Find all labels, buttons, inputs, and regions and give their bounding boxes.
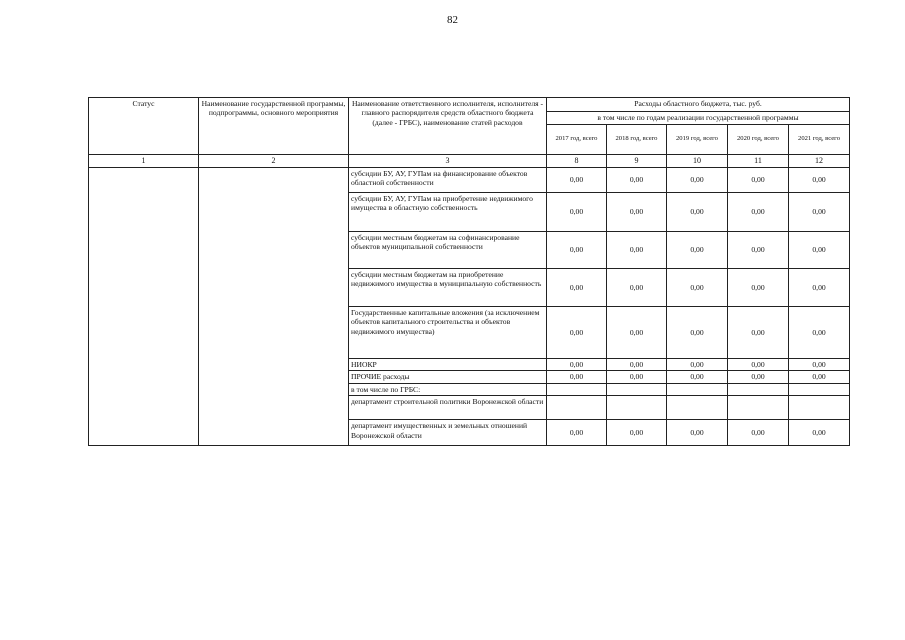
row-value: 0,00 [667,307,728,359]
row-value: 0,00 [547,359,607,371]
row-value: 0,00 [547,420,607,446]
row-name: в том числе по ГРБС: [349,383,547,395]
row-name: департамент имущественных и земельных отношений Воронежской области [349,420,547,446]
row-value [607,383,667,395]
row-value: 0,00 [728,168,789,193]
row-name: субсидии местным бюджетам на приобретение недвижимого имущества в муниципальную собственность [349,269,547,307]
row-value: 0,00 [789,232,850,269]
row-value: 0,00 [789,359,850,371]
header-program-name: Наименование государственной программы, подпрограммы, основного мероприятия [199,98,349,155]
header-by-years: в том числе по годам реализации государственной программы [547,112,850,125]
column-number: 10 [667,155,728,168]
row-value: 0,00 [789,371,850,383]
row-value: 0,00 [547,269,607,307]
row-value: 0,00 [667,269,728,307]
row-name: ПРОЧИЕ расходы [349,371,547,383]
row-value [607,396,667,420]
row-value: 0,00 [789,193,850,232]
row-value: 0,00 [728,359,789,371]
row-value: 0,00 [547,193,607,232]
row-value: 0,00 [789,307,850,359]
row-value: 0,00 [547,307,607,359]
status-cell [89,168,199,446]
row-value [789,383,850,395]
column-number: 1 [89,155,199,168]
row-value [547,383,607,395]
row-name: Государственные капитальные вложения (за исключением объектов капитального строительства и объектов недвижимого имущества) [349,307,547,359]
column-number: 8 [547,155,607,168]
row-value: 0,00 [789,420,850,446]
header-expenses: Расходы областного бюджета, тыс. руб. [547,98,850,112]
header-year-2017: 2017 год, всего [547,125,607,155]
row-value: 0,00 [667,359,728,371]
budget-table [88,97,850,446]
row-name: субсидии БУ, АУ, ГУПам на финансирование объектов областной собственности [349,168,547,193]
row-value: 0,00 [667,371,728,383]
row-value [728,396,789,420]
row-name: субсидии БУ, АУ, ГУПам на приобретение недвижимого имущества в областную собственность [349,193,547,232]
row-value: 0,00 [728,232,789,269]
row-value: 0,00 [728,269,789,307]
column-number: 11 [728,155,789,168]
row-value: 0,00 [607,371,667,383]
row-value [547,396,607,420]
row-value: 0,00 [728,307,789,359]
table-row [89,168,850,193]
header-year-2018: 2018 год, всего [607,125,667,155]
row-value: 0,00 [667,168,728,193]
row-value [789,396,850,420]
row-value: 0,00 [667,420,728,446]
row-value: 0,00 [728,193,789,232]
column-number: 9 [607,155,667,168]
row-value: 0,00 [728,420,789,446]
row-name: НИОКР [349,359,547,371]
column-number: 2 [199,155,349,168]
row-value [667,396,728,420]
row-value: 0,00 [607,168,667,193]
header-executor: Наименование ответственного исполнителя, исполнителя - главного распорядителя средств областного бюджета (далее - ГРБС), наименование статей расходов [349,98,547,155]
row-value: 0,00 [667,232,728,269]
header-year-2019: 2019 год, всего [667,125,728,155]
page-number: 82 [447,14,458,26]
program-cell [199,168,349,446]
row-value: 0,00 [728,371,789,383]
row-value: 0,00 [547,371,607,383]
row-value [667,383,728,395]
row-value: 0,00 [547,232,607,269]
row-value: 0,00 [789,269,850,307]
column-number: 3 [349,155,547,168]
row-name: департамент строительной политики Воронежской области [349,396,547,420]
row-value: 0,00 [607,232,667,269]
column-number: 12 [789,155,850,168]
header-year-2020: 2020 год, всего [728,125,789,155]
row-value: 0,00 [607,359,667,371]
row-value [728,383,789,395]
header-year-2021: 2021 год, всего [789,125,850,155]
row-value: 0,00 [607,193,667,232]
row-value: 0,00 [607,307,667,359]
row-name: субсидии местным бюджетам на софинансирование объектов муниципальной собственности [349,232,547,269]
row-value: 0,00 [607,420,667,446]
row-value: 0,00 [667,193,728,232]
row-value: 0,00 [789,168,850,193]
row-value: 0,00 [547,168,607,193]
column-number-row [89,155,850,168]
header-status: Статус [89,98,199,155]
row-value: 0,00 [607,269,667,307]
